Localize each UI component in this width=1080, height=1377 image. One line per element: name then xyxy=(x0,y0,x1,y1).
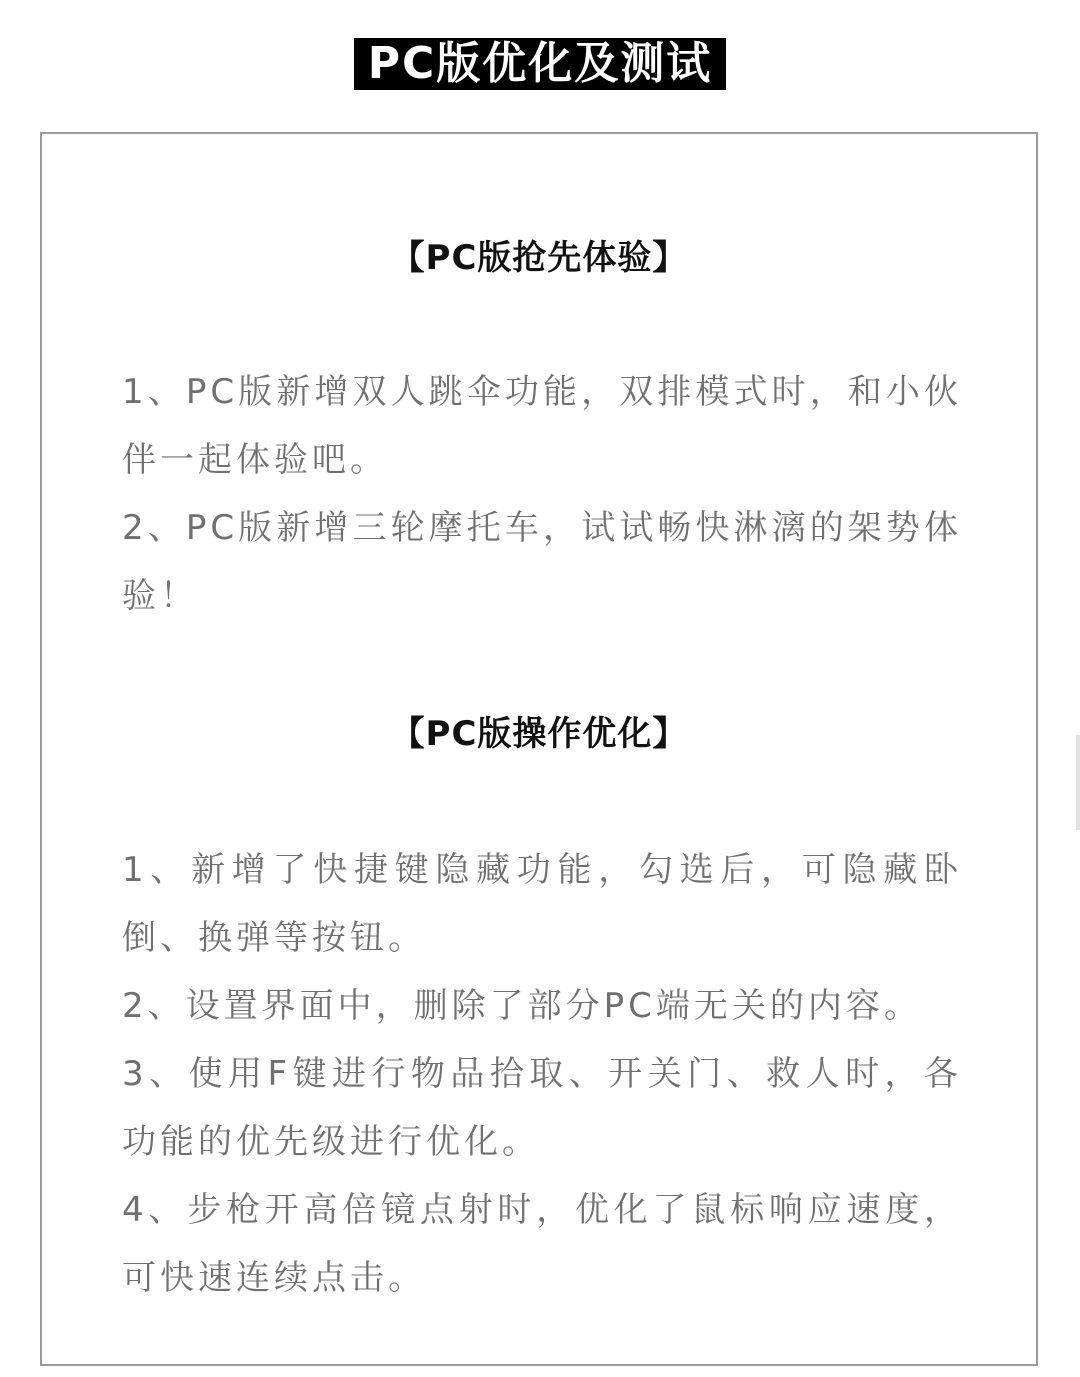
list-item: 4、步枪开高倍镜点射时，优化了鼠标响应速度，可快速连续点击。 xyxy=(122,1190,962,1298)
section-heading-pc-controls: 【PC版操作优化】 xyxy=(390,714,688,754)
scroll-indicator[interactable] xyxy=(1076,735,1080,830)
list-item: 1、PC版新增双人跳伞功能，双排模式时，和小伙伴一起体验吧。 xyxy=(122,372,962,480)
page-title: PC版优化及测试 xyxy=(354,38,727,90)
content-box xyxy=(40,132,1038,1366)
section-body-pc-early-access xyxy=(122,358,962,630)
title-bar xyxy=(0,38,1080,90)
list-item: 1、新增了快捷键隐藏功能，勾选后，可隐藏卧倒、换弹等按钮。 xyxy=(122,850,962,958)
section-body-pc-controls xyxy=(122,836,962,1312)
section-heading-pc-early-access: 【PC版抢先体验】 xyxy=(390,238,688,278)
list-item: 2、设置界面中，删除了部分PC端无关的内容。 xyxy=(122,986,922,1026)
list-item: 2、PC版新增三轮摩托车，试试畅快淋漓的架势体验！ xyxy=(122,508,962,616)
list-item: 3、使用F键进行物品拾取、开关门、救人时，各功能的优先级进行优化。 xyxy=(122,1054,962,1162)
